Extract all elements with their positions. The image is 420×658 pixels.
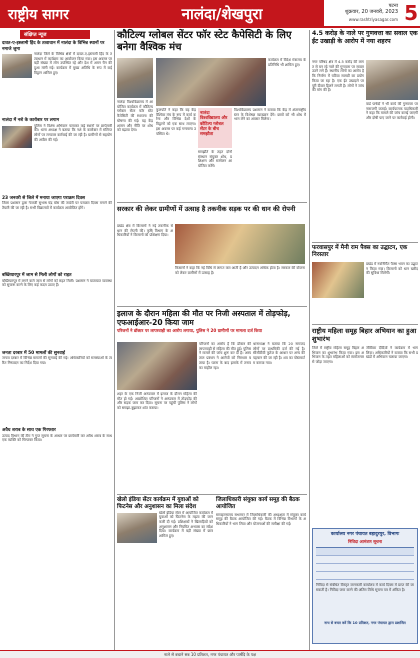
right-top-headline: 4.5 करोड़ के नाले पर गुणवत्ता का सवाल एक ईंट उखाड़ी के आरोप में नया शहरप <box>312 30 418 45</box>
ad-footer: नाथ से बचत करें कि 10 प्रतिशत, नगर पंचायत द्वारा प्रशासित <box>324 620 406 625</box>
ad-title: कार्यालय नगर पंचायत बहादुरपुर, विभागः <box>330 532 400 537</box>
left-body-3: जिला प्रशासन द्वारा नेताजी सुभाष चंद्र बोस की जयंती पर पराक्रम दिवस मनाने की तैयारी की जा रही है। सभी विद्यालयों में कार्यक्रम आयोजित होंगे। <box>2 201 112 210</box>
right-column-divider <box>309 30 310 650</box>
lead-col-d <box>234 108 306 200</box>
middle-right-body: प्रखंड में नवनिर्मित पैक्स भवन का उद्घाटन किया गया। किसानों को धान खरीद की सुविधा मिलेगी। <box>366 262 418 276</box>
lead-col-b <box>156 108 196 200</box>
bottom-headline-2: जिलाधिकारी संयुक्त कार्य समूह की बैठक आयोजित <box>216 497 300 510</box>
site-url: www.rashtriyasagar.com <box>348 17 398 22</box>
lead-highlight-box <box>198 108 232 148</box>
third-headline: इलाज के दौरान महिला की मौत पर निजी अस्पताल में तोड़फोड़, एफआईआर-20 किया जाम <box>117 309 291 328</box>
women-story <box>312 327 418 343</box>
women-col-a <box>312 346 364 446</box>
right-top-body-a: नगर परिषद क्षेत्र में 4.5 करोड़ की लागत से बन रहे नाले की गुणवत्ता पर सवाल उठने लगे हैं। स्थानीय लोगों का आरोप है कि निर्माण में घटिया सामग्री का प्रयोग किया जा रहा है। एक ईंट उखाड़ने पर पूरी दीवार हिलने लगती है। लोगों ने जांच की मांग की है। <box>312 60 364 93</box>
ad-table-row <box>316 556 414 564</box>
bottom-body-1: खेलो इंडिया सेंटर में आयोजित कार्यक्रम में युवाओं को फिटनेस के महत्व की जानकारी दी गई। प्रशिक्षकों ने खिलाड़ियों को अनुशासन और नियमित अभ्यास का संदेश दिया। कार्यक्रम में बड़ी संख्या में छात्र शामिल हुए। <box>159 510 213 539</box>
right-rule-1 <box>312 242 418 243</box>
third-body-c: थानाध्यक्ष ने बताया कि 20 नामजद लोगों पर प्राथमिकी दर्ज की गई है। सीसीटीवी फुटेज के आधार पर अन्य की पहचान की जा रही है। शव का पोस्टमार्टम कराया गया। <box>253 342 305 365</box>
left-photo-2 <box>2 126 32 148</box>
middle-right-story <box>312 245 418 259</box>
left-headline-5: जनता दरबार में 50 मामलों की सुनवाई <box>2 350 65 356</box>
ad-body: निविदा से संबंधित विस्तृत जानकारी कार्यालय में कार्य दिवस में प्राप्त की जा सकती है। निविदा जमा करने की अंतिम तिथि सूचना पत्र में अंकित है। <box>316 582 414 592</box>
third-story <box>117 309 307 334</box>
second-bottom-rule <box>117 306 307 307</box>
third-col-b <box>199 342 251 492</box>
lead-body-c: समझौते के तहत दोनों संस्थान संयुक्त शोध, प्रशिक्षण और सम्मेलन आयोजित करेंगे। <box>198 150 232 169</box>
second-body-a: प्रखंड क्षेत्र में किसानों ने नई तकनीक से धान की रोपनी की। कृषि विभाग के अधिकारियों ने किसानों को प्रशिक्षण दिया। <box>117 224 173 238</box>
left-headline-4: बख्तियारपुर में जाम से मिली लोगों को राहत <box>2 273 72 278</box>
second-photo <box>175 224 305 264</box>
second-story <box>117 205 307 213</box>
ad-table-row <box>316 564 414 572</box>
lead-bottom-rule <box>117 202 307 203</box>
right-top-col-a <box>312 60 364 240</box>
middle-right-photo <box>312 262 364 298</box>
women-col-b <box>366 346 418 446</box>
bottom-story-1 <box>117 497 213 631</box>
ad-table <box>316 547 414 580</box>
lead-box-text: नालंदा विश्वविद्यालय और कौटिल्य ग्लोबल सेंटर के बीच समझौता <box>200 110 228 137</box>
right-top-story <box>312 30 418 45</box>
tender-ad <box>312 528 418 644</box>
middle-right-col <box>366 262 418 322</box>
lead-body-b: कुलपति ने कहा कि यह केंद्र वैश्विक मंच के रूप में कार्य करेगा और विभिन्न देशों के विद्वानों को एक साथ लाएगा। इस अवसर पर कई गणमान्य उपस्थित थे। <box>156 108 196 136</box>
right-top-photo <box>366 60 418 100</box>
second-headline: सरकार की लेकर ग्रामीणों में उत्साह है तकनीक सड़क पर की धान की रोपनी <box>117 205 296 213</box>
middle-right-headline: फरवासपुर में मैनी राम पैक्स का उद्घाटन, एक निरस्तार <box>312 245 408 258</box>
third-col-c <box>253 342 305 492</box>
women-headline: राष्ट्रीय महिला समूह बिहार अभियान का हुआ शुभारंभ <box>312 327 417 343</box>
left-body-4: बख्तियारपुर में लगने वाले जाम से लोगों को राहत मिली। प्रशासन ने यातायात व्यवस्था को सुचारू करने के लिए कई कदम उठाए हैं। <box>2 278 112 288</box>
left-photo-1 <box>2 54 32 78</box>
left-body-6: उत्पाद विभाग की टीम ने गुप्त सूचना के आधार पर छापेमारी कर अवैध शराब के साथ एक व्यक्ति को गिरफ्तार किया। <box>2 433 112 443</box>
lead-photo <box>156 58 266 106</box>
lead-col-c <box>198 150 232 200</box>
masthead <box>0 0 420 28</box>
third-body-b: परिजनों का आरोप है कि डॉक्टर की लापरवाही से महिला की मौत हुई। पुलिस ने मामले की जांच शुरू कर दी है। अस्पताल प्रबंधन ने आरोपों को निराधार बताया है। घटना के बाद इलाके में तनाव का माहौल रहा। <box>199 342 251 370</box>
third-photo <box>117 342 197 390</box>
lead-body-e: कार्यक्रम में विदेश मंत्रालय के प्रतिनिधि भी शामिल हुए। <box>268 58 306 67</box>
right-rule-2 <box>312 324 418 325</box>
left-headline-3: 23 जनवरी से जिले में मनाया जाएगा पराक्रम दिवस <box>2 195 85 201</box>
bottom-headline-1: खेलो इंडिया सेंटर कार्यक्रम में युवाओं को फिटनेस और अनुशासन का मिला संदेश <box>117 497 199 510</box>
lead-body-a: नालंदा विश्वविद्यालय में आयोजित कार्यक्रम में कौटिल्य ग्लोबल सेंटर फॉर स्टेट कैपेसिटी की स्थापना की घोषणा की गई। यह केंद्र शासन और नीति पर शोध को बढ़ावा देगा। <box>117 100 153 133</box>
masthead-date <box>345 3 398 15</box>
left-body-2: पुलिस ने विशेष अभियान चलाकर कई स्थानों पर छापेमारी की। थाना अध्यक्ष ने बताया कि नशे के कारोबार में संलिप्त लोगों पर लगातार कार्रवाई की जा रही है। ग्रामीणों से सहयोग की अपील की गई। <box>34 123 112 142</box>
third-col-a <box>117 392 197 492</box>
third-body-a: शहर के एक निजी अस्पताल में इलाज के दौरान महिला की मौत हो गई। आक्रोशित परिजनों ने अस्पताल में तोड़फोड़ की और सड़क जाम कर दिया। सूचना पर पहुंची पुलिस ने लोगों को समझा-बुझाकर शांत कराया। <box>117 392 197 411</box>
paper-name: राष्ट्रीय सागर <box>0 0 120 28</box>
left-body-5: जनता दरबार में विभिन्न मामलों की सुनवाई की गई। अधिकारियों को समस्याओं के त्वरित निष्पादन का निर्देश दिया गया। <box>2 356 112 365</box>
left-body-1: नालंदा जिले के विभिन्न क्षेत्रों में दावत-ए-इस्लामी हिंद के तत्वाधान में कार्यक्रम का आयोजन किया गया। इस अवसर पर बड़ी संख्या में लोग उपस्थित रहे और देश में अमन चैन की दुआ मांगी गई। कार्यक्रम में मुख्य अतिथि के रूप में कई विद्वान शामिल हुए। <box>34 52 112 75</box>
bottom-body-2: समाहरणालय सभागार में जिलाधिकारी की अध्यक्षता में संयुक्त कार्य समूह की बैठक आयोजित की गई। बैठक में विभिन्न विभागों के अधिकारियों ने भाग लिया और योजनाओं की समीक्षा की गई। <box>216 512 306 526</box>
page-footer: नाले से बचाने सब 10 प्रतिशत, नगर पंचायत और पार्षदि के पक्ष <box>0 650 420 658</box>
women-body-b: जीविका दीदियों ने कार्यक्रम में भाग लिया। अधिकारियों ने बताया कि सभी प्रखंडों में अभियान चलाया जाएगा। <box>366 346 418 360</box>
ad-subtitle: निविदा आमंत्रण सूचना <box>347 538 383 544</box>
lead-col-a <box>117 58 153 198</box>
women-body-a: जिले में राष्ट्रीय महिला समूह बिहार अभियान का शुभारंभ किया गया। इस अभियान के तहत महिलाओं को स्वरोजगार से जोड़ा जाएगा। <box>312 346 364 365</box>
date-line: शुक्रवार, 20 जनवरी, 2023 <box>345 9 398 15</box>
lead-story <box>117 30 307 54</box>
right-top-body-b: वार्ड पार्षदों ने भी कार्य की गुणवत्ता पर नाराजगी जताई। कार्यपालक पदाधिकारी ने कहा कि मामले की जांच कराई जाएगी और दोषी पाए जाने पर कार्रवाई होगी। <box>366 102 418 121</box>
right-top-col-b <box>366 102 418 240</box>
page-number: 5 <box>404 1 418 25</box>
third-bottom-rule <box>117 494 307 495</box>
brief-news-band: संक्षिप्त न्यूज <box>20 30 90 39</box>
ad-table-row <box>316 572 414 580</box>
second-col-a <box>117 224 173 304</box>
bottom-story-2 <box>216 497 306 643</box>
section-title: नालंदा/शेखपुरा <box>120 0 324 28</box>
city-name: पटना <box>388 3 398 9</box>
column-divider <box>114 30 115 650</box>
bottom-photo-1 <box>117 513 157 543</box>
second-col-b <box>175 266 305 304</box>
lead-body-d: विश्वविद्यालय प्रशासन ने बताया कि केंद्र में अंतरराष्ट्रीय स्तर के विशेषज्ञ व्याख्यान देंगे। छात्रों को भी शोध में भाग लेने का अवसर मिलेगा। <box>234 108 306 122</box>
lead-col-e <box>268 58 306 106</box>
left-headline-2: नालंदा में नशे के कारोबार पर लगाम <box>2 118 59 123</box>
ad-table-header <box>316 548 414 556</box>
lead-small-photo <box>117 58 153 98</box>
left-column <box>2 30 112 650</box>
left-headline-6: अवैध शराब के साथ एक गिरफ्तार <box>2 428 56 433</box>
left-headline-1: दावत-ए-इस्लामी हिंद के तत्वाधान में नालंदा के विभिन्न स्थानों पर नमाजे जुमा <box>2 41 105 52</box>
second-body-b: किसानों ने कहा कि नई विधि से लागत कम आती है और उत्पादन अधिक होता है। सरकार की योजना को लेकर ग्रामीणों में उत्साह है। <box>175 266 305 275</box>
lead-headline: कौटिल्य ग्लोबल सेंटर फॉर स्टेट कैपेसिटी के लिए बनेगा वैश्विक मंच <box>117 30 292 53</box>
masthead-meta <box>324 0 420 28</box>
third-subheadline: परिजनों ने डॉक्टर पर लापरवाही का आरोप लगाया, पुलिस ने 20 ग्रामीणों पर मामला दर्ज किया <box>117 328 262 334</box>
